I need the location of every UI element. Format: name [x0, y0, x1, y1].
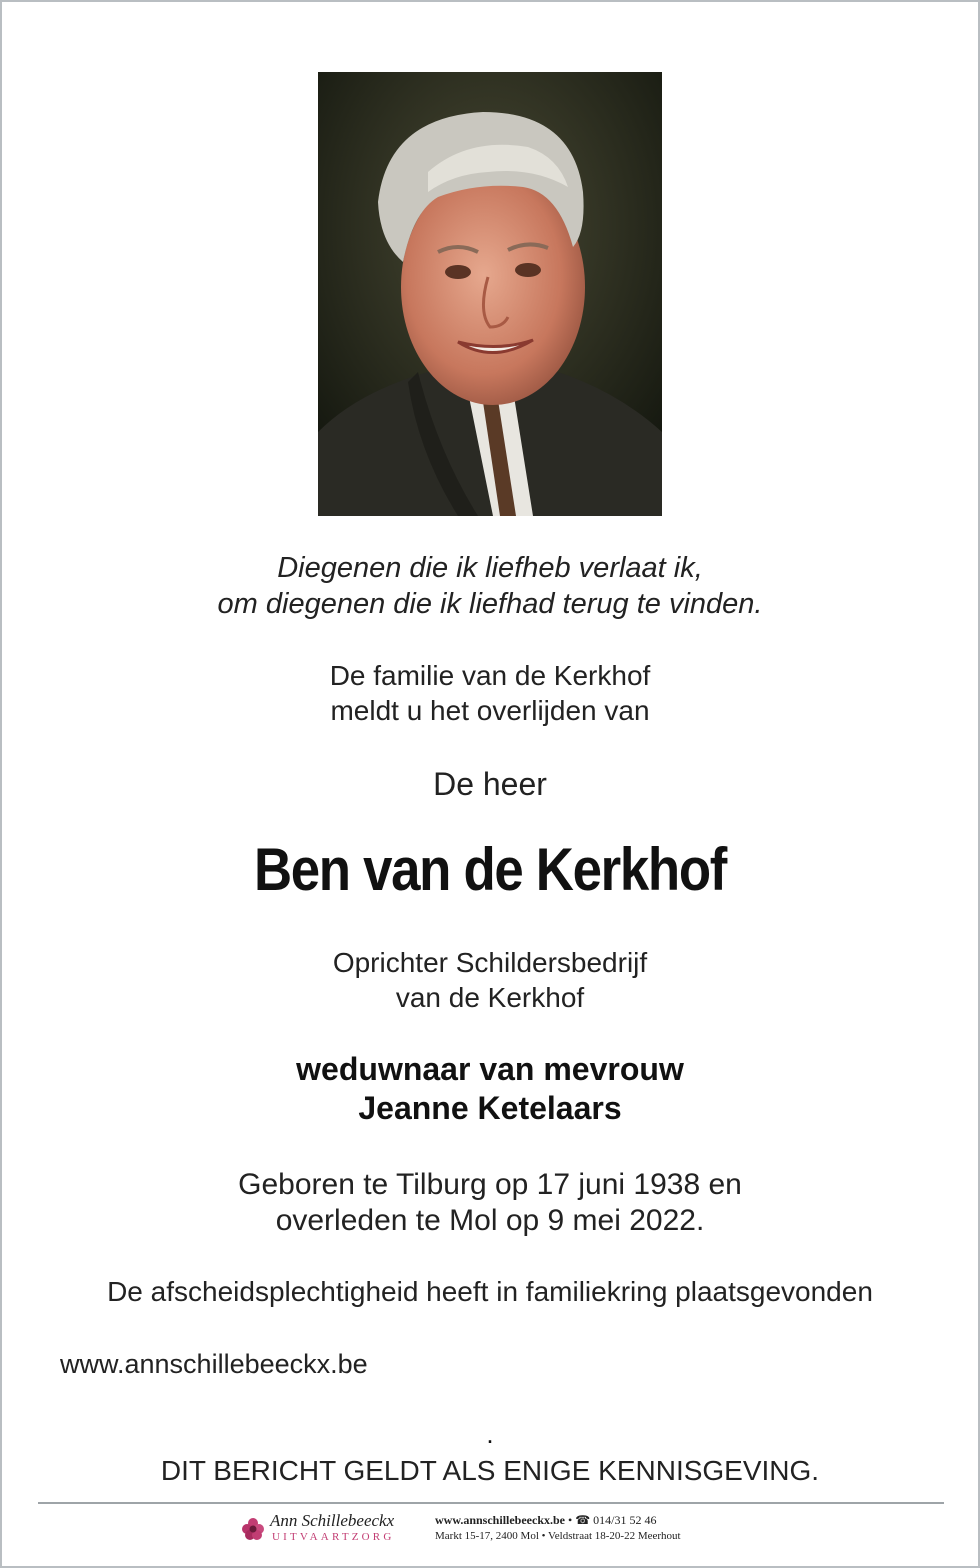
quote-line-2: om diegenen die ik liefhad terug te vinden.	[217, 588, 763, 620]
ceremony-note: De afscheidsplechtigheid heeft in familiekring plaatsgevonden	[107, 1276, 873, 1307]
footer-contact	[435, 1513, 657, 1528]
notice: DIT BERICHT GELDT ALS ENIGE KENNISGEVING.	[160, 1455, 820, 1486]
spouse	[2, 1050, 978, 1128]
occupation	[2, 945, 978, 1015]
portrait-illustration	[318, 72, 662, 516]
occupation-line-2: van de Kerkhof	[395, 982, 585, 1013]
honorific: De heer	[433, 766, 547, 802]
occupation-line-1: Oprichter Schildersbedrijf	[332, 947, 648, 978]
phone-icon: ☎	[575, 1513, 591, 1527]
birth-line: Geboren te Tilburg op 17 juni 1938 en	[238, 1168, 742, 1201]
announcement	[2, 658, 978, 728]
flower-logo-icon	[240, 1516, 266, 1542]
quote-line-1: Diegenen die ik liefheb verlaat ik,	[277, 552, 703, 584]
brand-name: Ann Schillebeeckx	[270, 1511, 395, 1530]
portrait-photo	[318, 72, 662, 516]
website-link[interactable]: www.annschillebeeckx.be	[60, 1349, 368, 1379]
footer-address: Markt 15-17, 2400 Mol • Veldstraat 18-20-22 Meerhout	[435, 1530, 681, 1542]
brand-subtitle: UITVAARTZORG	[272, 1531, 395, 1543]
divider	[38, 1502, 944, 1504]
deceased-name: Ben van de Kerkhof	[253, 836, 727, 903]
spouse-line-2: Jeanne Ketelaars	[358, 1090, 622, 1126]
announcement-line-1: De familie van de Kerkhof	[329, 660, 651, 691]
separator-dot: .	[486, 1419, 494, 1449]
death-line: overleden te Mol op 9 mei 2022.	[275, 1204, 705, 1237]
footer-bullet: •	[568, 1513, 573, 1527]
announcement-line-2: meldt u het overlijden van	[330, 695, 650, 726]
footer-website[interactable]: www.annschillebeeckx.be	[435, 1513, 566, 1527]
footer-phone: 014/31 52 46	[593, 1513, 657, 1527]
life-dates	[2, 1167, 978, 1239]
spouse-line-1: weduwnaar van mevrouw	[296, 1051, 684, 1087]
quote	[2, 550, 978, 622]
